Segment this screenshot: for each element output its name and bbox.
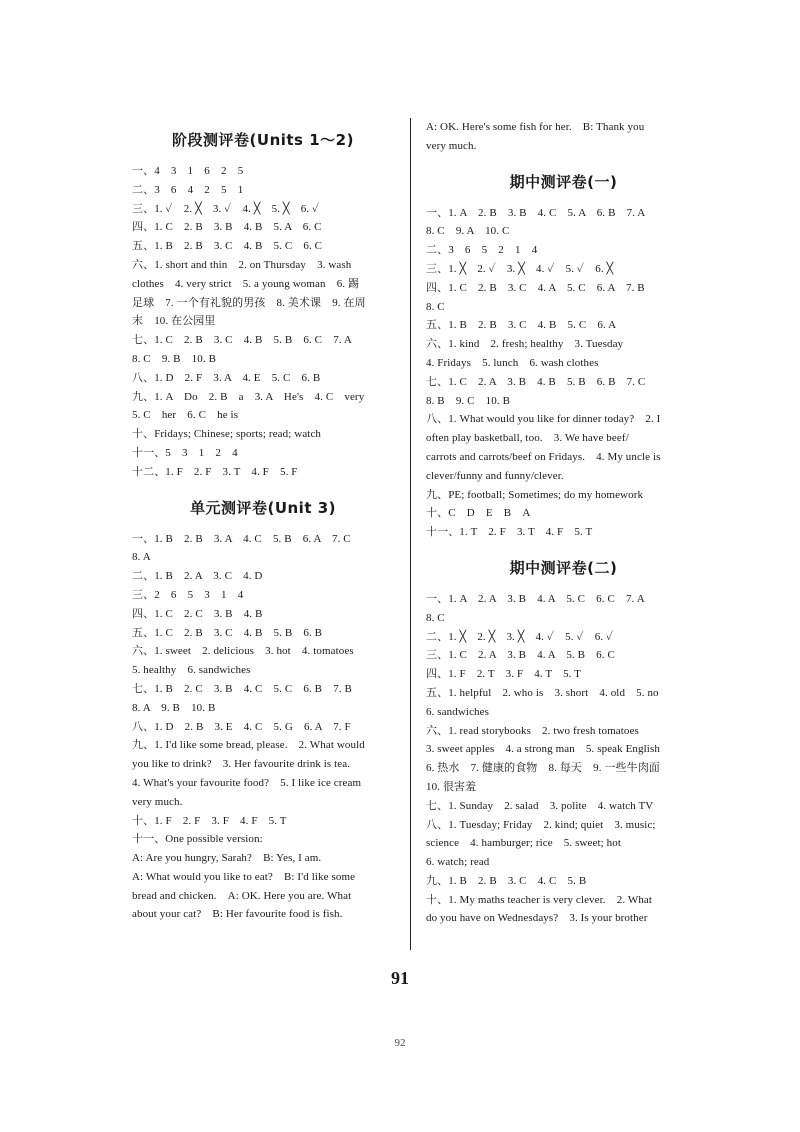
answer-line: 四、1. F 2. T 3. F 4. T 5. T bbox=[426, 668, 581, 681]
answer-line: about your cat? B: Her favourite food is fish. bbox=[132, 908, 343, 921]
answer-line: 4. Fridays 5. lunch 6. wash clothes bbox=[426, 356, 599, 369]
answer-line: 十一、1. T 2. F 3. T 4. F 5. T bbox=[426, 526, 593, 539]
answer-line: 三、2 6 5 3 1 4 bbox=[132, 588, 244, 601]
midterm-2-answers bbox=[426, 590, 701, 928]
answer-line: very much. bbox=[132, 795, 183, 808]
answer-line: 足球 7. 一个有礼貌的男孩 8. 美术课 9. 在周 bbox=[132, 296, 366, 309]
answer-line: 十、1. My maths teacher is very clever. 2. What bbox=[426, 893, 653, 906]
right-column bbox=[426, 118, 701, 928]
answer-line: 九、1. I'd like some bread, please. 2. What would bbox=[132, 739, 365, 752]
answer-line: 七、1. Sunday 2. salad 3. polite 4. watch TV bbox=[426, 799, 654, 812]
answer-line: 二、1. B 2. A 3. C 4. D bbox=[132, 570, 263, 583]
answer-line: 八、1. D 2. F 3. A 4. E 5. C 6. B bbox=[132, 371, 321, 384]
answer-line: you like to drink? 3. Her favourite drink is tea. bbox=[132, 758, 351, 771]
footer-page-number: 92 bbox=[394, 1037, 406, 1049]
answer-line: A: What would you like to eat? B: I'd like some bbox=[132, 870, 356, 883]
answer-line: 8. A 9. B 10. B bbox=[132, 701, 216, 714]
answer-line: 六、1. kind 2. fresh; healthy 3. Tuesday bbox=[426, 338, 624, 351]
answer-line: 三、1. ✓ 2. ╳ 3. ✓ 4. ╳ 5. ╳ 6. ✓ bbox=[132, 202, 320, 215]
answer-line: do you have on Wednesdays? 3. Is your brother bbox=[426, 912, 648, 925]
left-column bbox=[132, 118, 394, 924]
answer-line: 一、1. A 2. A 3. B 4. A 5. C 6. C 7. A bbox=[426, 592, 645, 605]
answer-line: 七、1. C 2. A 3. B 4. B 5. B 6. B 7. C bbox=[426, 375, 646, 388]
answer-line: 8. A bbox=[132, 551, 151, 564]
answer-line: 三、1. C 2. A 3. B 4. A 5. B 6. C bbox=[426, 649, 615, 662]
answer-line: clothes 4. very strict 5. a young woman 6. 踢 bbox=[132, 277, 360, 290]
section-title-midterm-1: 期中测评卷(一) bbox=[509, 172, 618, 191]
answer-line: clever/funny and funny/clever. bbox=[426, 469, 564, 482]
answer-line: 5. C her 6. C he is bbox=[132, 409, 239, 422]
answer-line: A: OK. Here's some fish for her. B: Thank you bbox=[426, 121, 645, 133]
answer-line: 末 10. 在公园里 bbox=[132, 315, 216, 328]
section-title-stage-test: 阶段测评卷(Units 1～2) bbox=[172, 131, 354, 149]
answer-line: 10. 很害羞 bbox=[426, 780, 477, 793]
answer-line: 十一、One possible version: bbox=[132, 833, 263, 846]
answer-line: 三、1. ╳ 2. ✓ 3. ╳ 4. ✓ 5. ✓ 6. ╳ bbox=[426, 262, 614, 275]
answer-line: 八、1. Tuesday; Friday 2. kind; quiet 3. music; bbox=[426, 818, 656, 831]
answer-line: often play basketball, too. 3. We have beef/ bbox=[426, 432, 629, 445]
continued-dialogue bbox=[426, 118, 701, 156]
answer-line: A: Are you hungry, Sarah? B: Yes, I am. bbox=[132, 852, 322, 865]
answer-line: 七、1. B 2. C 3. B 4. C 5. C 6. B 7. B bbox=[132, 682, 352, 695]
answer-line: 十二、1. F 2. F 3. T 4. F 5. F bbox=[132, 465, 298, 478]
answer-line: 5. healthy 6. sandwiches bbox=[132, 664, 251, 677]
answer-line: 四、1. C 2. B 3. C 4. A 5. C 6. A 7. B bbox=[426, 281, 645, 294]
answer-line: 8. B 9. C 10. B bbox=[426, 394, 511, 407]
answer-line: 五、1. B 2. B 3. C 4. B 5. C 6. A bbox=[426, 319, 617, 332]
answer-line: 一、1. A 2. B 3. B 4. C 5. A 6. B 7. A bbox=[426, 206, 646, 219]
answer-line: 6. 热水 7. 健康的食物 8. 每天 9. 一些牛肉面 bbox=[426, 762, 660, 775]
answer-line: 一、4 3 1 6 2 5 bbox=[132, 165, 244, 177]
answer-line: very much. bbox=[426, 139, 477, 152]
section-title-midterm-2: 期中测评卷(二) bbox=[509, 558, 618, 577]
answer-line: carrots and carrots/beef on Fridays. 4. My uncle is bbox=[426, 450, 661, 463]
answer-line: 3. sweet apples 4. a strong man 5. speak English bbox=[426, 743, 660, 756]
page-number: 91 bbox=[391, 968, 409, 988]
answer-line: 九、PE; football; Sometimes; do my homework bbox=[426, 488, 644, 501]
answer-line: 8. C bbox=[426, 611, 445, 624]
midterm-1-answers bbox=[426, 204, 701, 542]
answer-line: 十一、5 3 1 2 4 bbox=[132, 446, 238, 459]
answer-line: 一、1. B 2. B 3. A 4. C 5. B 6. A 7. C bbox=[132, 532, 351, 545]
unit-test-answers bbox=[132, 530, 394, 925]
answer-line: 6. watch; read bbox=[426, 856, 490, 869]
section-title-unit-test: 单元测评卷(Unit 3) bbox=[189, 498, 337, 517]
answer-line: 八、1. What would you like for dinner today? 2. I bbox=[426, 413, 661, 426]
answer-line: 十、Fridays; Chinese; sports; read; watch bbox=[132, 428, 322, 441]
answer-line: 八、1. D 2. B 3. E 4. C 5. G 6. A 7. F bbox=[132, 720, 351, 733]
divider-line bbox=[410, 118, 411, 950]
answer-line: 五、1. C 2. B 3. C 4. B 5. B 6. B bbox=[132, 626, 323, 639]
answer-line: 6. sandwiches bbox=[426, 705, 490, 718]
answer-line: 4. What's your favourite food? 5. I like ice cream bbox=[132, 776, 362, 789]
answer-line: science 4. hamburger; rice 5. sweet; hot bbox=[426, 837, 622, 850]
answer-line: 8. C 9. A 10. C bbox=[426, 225, 510, 238]
answer-line: 8. C 9. B 10. B bbox=[132, 352, 217, 365]
answer-line: 二、1. ╳ 2. ╳ 3. ╳ 4. ✓ 5. ✓ 6. ✓ bbox=[426, 630, 614, 643]
answer-line: bread and chicken. A: OK. Here you are. What bbox=[132, 889, 352, 902]
answer-line: 六、1. short and thin 2. on Thursday 3. wash bbox=[132, 258, 352, 271]
answer-line: 二、3 6 4 2 5 1 bbox=[132, 183, 244, 196]
answer-line: 五、1. helpful 2. who is 3. short 4. old 5. no bbox=[426, 686, 659, 699]
stage-test-answers bbox=[132, 162, 394, 482]
answer-line: 六、1. read storybooks 2. two fresh tomatoes bbox=[426, 724, 639, 737]
answer-line: 四、1. C 2. B 3. B 4. B 5. A 6. C bbox=[132, 221, 322, 234]
answer-line: 二、3 6 5 2 1 4 bbox=[426, 244, 538, 257]
answer-line: 六、1. sweet 2. delicious 3. hot 4. tomatoes bbox=[132, 645, 354, 658]
answer-line: 四、1. C 2. C 3. B 4. B bbox=[132, 607, 263, 620]
answer-line: 十、C D E B A bbox=[426, 507, 531, 520]
answer-line: 七、1. C 2. B 3. C 4. B 5. B 6. C 7. A bbox=[132, 334, 352, 347]
answer-line: 九、1. A Do 2. B a 3. A He's 4. C very bbox=[132, 390, 365, 403]
answer-line: 十、1. F 2. F 3. F 4. F 5. T bbox=[132, 814, 287, 827]
answer-line: 五、1. B 2. B 3. C 4. B 5. C 6. C bbox=[132, 240, 323, 253]
answer-line: 九、1. B 2. B 3. C 4. C 5. B bbox=[426, 874, 587, 887]
answer-line: 8. C bbox=[426, 300, 445, 313]
